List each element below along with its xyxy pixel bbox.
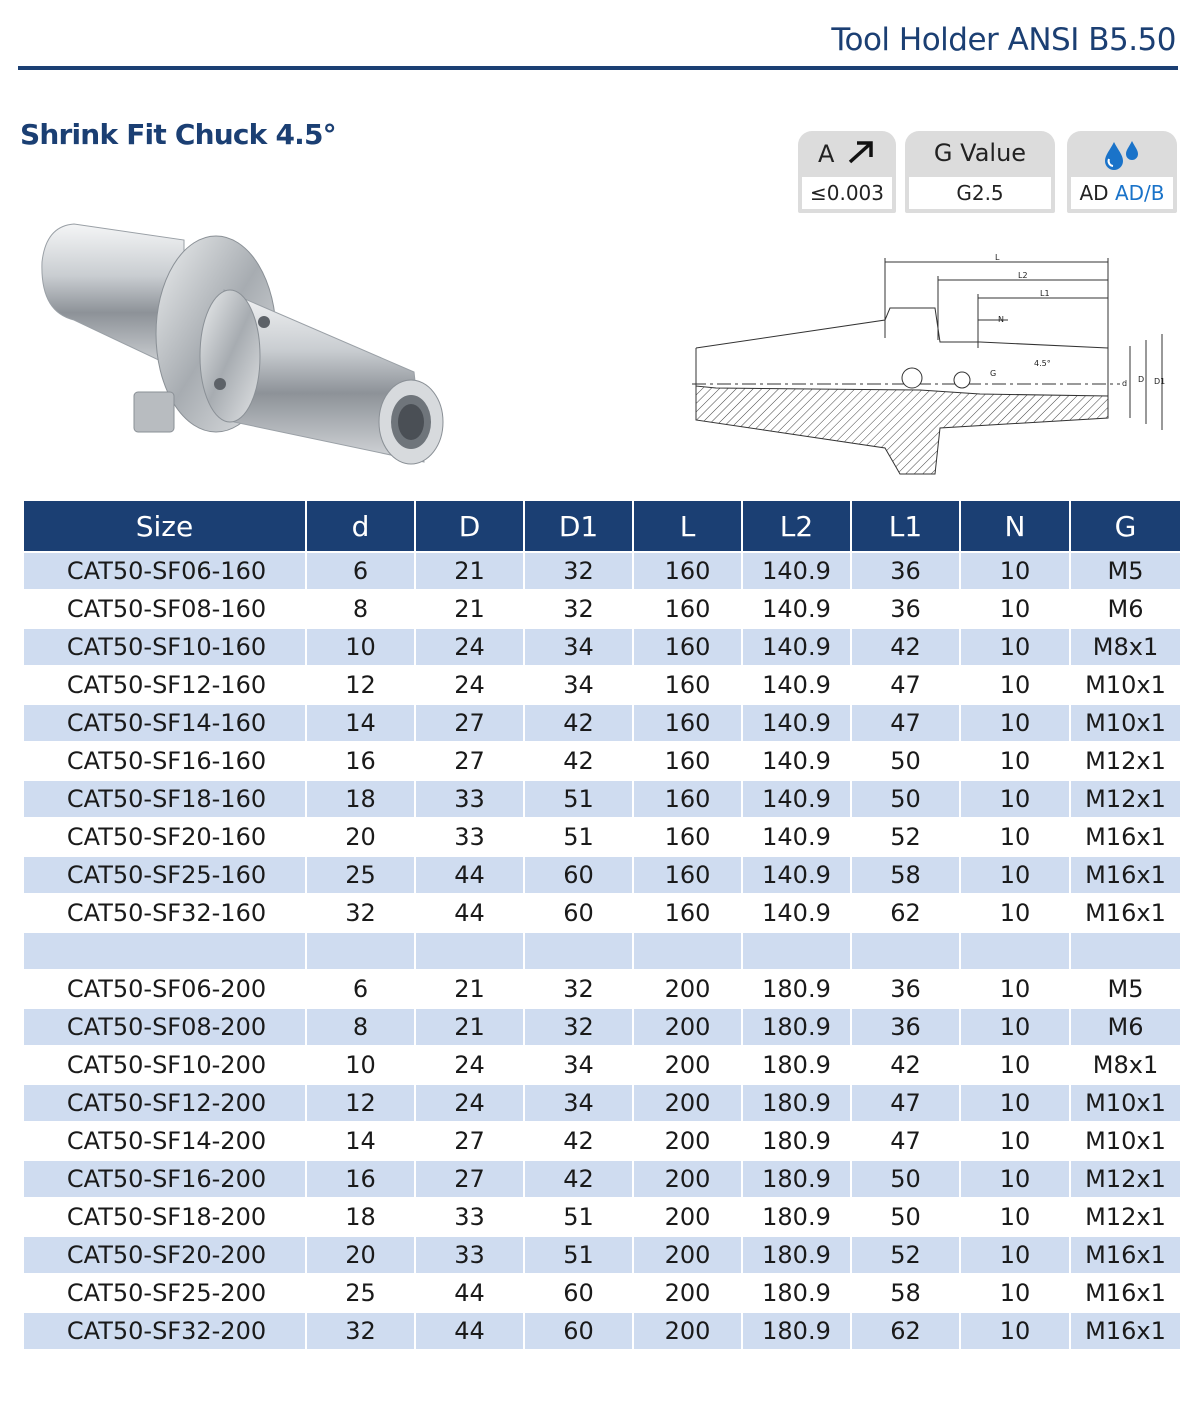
col-header-L1: L1 xyxy=(851,501,960,552)
cell-G: M16x1 xyxy=(1070,1274,1180,1312)
cell-D1: 34 xyxy=(524,1084,633,1122)
dim-label-G: G xyxy=(990,369,997,378)
cell-G: M8x1 xyxy=(1070,628,1180,666)
cell-D: 27 xyxy=(415,1160,524,1198)
cell-D1: 51 xyxy=(524,818,633,856)
cell-L1: 50 xyxy=(851,780,960,818)
cell-G: M16x1 xyxy=(1070,1312,1180,1349)
dim-label-L: L xyxy=(995,253,1000,262)
cell-D1: 32 xyxy=(524,552,633,590)
cell-G: M16x1 xyxy=(1070,818,1180,856)
col-header-size: Size xyxy=(24,501,306,552)
cell-L: 200 xyxy=(633,1160,742,1198)
cell-G: M16x1 xyxy=(1070,856,1180,894)
cell-G: M16x1 xyxy=(1070,1236,1180,1274)
cell-d: 14 xyxy=(306,1122,415,1160)
cell-d: 8 xyxy=(306,1008,415,1046)
cell-G: M16x1 xyxy=(1070,894,1180,932)
table-row xyxy=(24,970,1180,1008)
cell-G: M12x1 xyxy=(1070,780,1180,818)
cell-D1: 60 xyxy=(524,856,633,894)
cell-N: 10 xyxy=(960,894,1070,932)
cell-N: 10 xyxy=(960,818,1070,856)
cell-L2: 140.9 xyxy=(742,666,851,704)
cell-L: 200 xyxy=(633,1198,742,1236)
cell-L2: 180.9 xyxy=(742,970,851,1008)
coolant-badge xyxy=(1067,131,1177,213)
table-row xyxy=(24,1274,1180,1312)
cell-size: CAT50-SF14-200 xyxy=(24,1122,306,1160)
cell-D: 21 xyxy=(415,1008,524,1046)
cell-N: 10 xyxy=(960,590,1070,628)
cell-d: 12 xyxy=(306,666,415,704)
col-header-G: G xyxy=(1070,501,1180,552)
dim-label-L2: L2 xyxy=(1018,271,1028,280)
cell-L: 200 xyxy=(633,1084,742,1122)
separator-cell xyxy=(633,932,742,970)
technical-drawing xyxy=(690,248,1180,480)
cell-d: 14 xyxy=(306,704,415,742)
cell-L1: 62 xyxy=(851,1312,960,1349)
cell-N: 10 xyxy=(960,1008,1070,1046)
cell-D: 33 xyxy=(415,1198,524,1236)
cell-d: 25 xyxy=(306,1274,415,1312)
table-row xyxy=(24,1122,1180,1160)
col-header-N: N xyxy=(960,501,1070,552)
cell-N: 10 xyxy=(960,1236,1070,1274)
accuracy-badge-header xyxy=(798,139,896,173)
header-divider xyxy=(18,66,1178,70)
coolant-ad: AD xyxy=(1079,181,1109,205)
cell-size: CAT50-SF32-200 xyxy=(24,1312,306,1349)
col-header-d: d xyxy=(306,501,415,552)
cell-N: 10 xyxy=(960,1312,1070,1349)
table-row xyxy=(24,1236,1180,1274)
cell-N: 10 xyxy=(960,1198,1070,1236)
cell-G: M5 xyxy=(1070,970,1180,1008)
cell-D1: 32 xyxy=(524,1008,633,1046)
cell-L1: 47 xyxy=(851,1122,960,1160)
accuracy-value: ≤0.003 xyxy=(802,177,892,209)
table-row xyxy=(24,742,1180,780)
cell-D1: 51 xyxy=(524,1236,633,1274)
separator-cell xyxy=(306,932,415,970)
cell-size: CAT50-SF20-160 xyxy=(24,818,306,856)
balance-value: G2.5 xyxy=(909,177,1051,209)
cell-L: 200 xyxy=(633,1312,742,1349)
cell-size: CAT50-SF32-160 xyxy=(24,894,306,932)
cell-size: CAT50-SF08-160 xyxy=(24,590,306,628)
cell-D: 21 xyxy=(415,552,524,590)
cell-G: M12x1 xyxy=(1070,1160,1180,1198)
table-row xyxy=(24,1198,1180,1236)
separator-cell xyxy=(24,932,306,970)
table-row xyxy=(24,1008,1180,1046)
cell-G: M8x1 xyxy=(1070,1046,1180,1084)
cell-L2: 140.9 xyxy=(742,628,851,666)
cell-size: CAT50-SF25-160 xyxy=(24,856,306,894)
cell-L2: 180.9 xyxy=(742,1046,851,1084)
cell-D: 27 xyxy=(415,1122,524,1160)
cell-N: 10 xyxy=(960,742,1070,780)
cell-G: M6 xyxy=(1070,1008,1180,1046)
cell-D: 24 xyxy=(415,666,524,704)
cell-L2: 140.9 xyxy=(742,704,851,742)
cell-L: 160 xyxy=(633,590,742,628)
col-header-L: L xyxy=(633,501,742,552)
table-row xyxy=(24,780,1180,818)
cell-D: 21 xyxy=(415,970,524,1008)
cell-N: 10 xyxy=(960,1160,1070,1198)
cell-L2: 180.9 xyxy=(742,1160,851,1198)
cell-L1: 52 xyxy=(851,1236,960,1274)
table-header-row xyxy=(24,501,1180,552)
table-row xyxy=(24,1160,1180,1198)
cell-L: 160 xyxy=(633,818,742,856)
cell-L1: 36 xyxy=(851,552,960,590)
cell-D: 27 xyxy=(415,742,524,780)
cell-size: CAT50-SF06-160 xyxy=(24,552,306,590)
cell-N: 10 xyxy=(960,856,1070,894)
page-title: Tool Holder ANSI B5.50 xyxy=(831,22,1176,58)
table-row xyxy=(24,552,1180,590)
cell-L1: 47 xyxy=(851,1084,960,1122)
balance-badge xyxy=(905,131,1055,213)
table-row xyxy=(24,704,1180,742)
table-row xyxy=(24,818,1180,856)
cell-L2: 140.9 xyxy=(742,818,851,856)
product-photo xyxy=(34,222,454,484)
coolant-drops-icon xyxy=(1100,139,1144,171)
cell-d: 18 xyxy=(306,780,415,818)
cell-L: 160 xyxy=(633,856,742,894)
cell-L2: 140.9 xyxy=(742,856,851,894)
cell-d: 10 xyxy=(306,628,415,666)
cell-d: 16 xyxy=(306,742,415,780)
separator-cell xyxy=(524,932,633,970)
cell-L2: 180.9 xyxy=(742,1274,851,1312)
cell-size: CAT50-SF14-160 xyxy=(24,704,306,742)
cell-D: 44 xyxy=(415,1312,524,1349)
cell-D: 24 xyxy=(415,628,524,666)
cell-L2: 180.9 xyxy=(742,1312,851,1349)
cell-L2: 180.9 xyxy=(742,1236,851,1274)
dim-label-D1: D1 xyxy=(1154,377,1166,386)
cell-L2: 140.9 xyxy=(742,590,851,628)
cell-d: 32 xyxy=(306,894,415,932)
cell-d: 20 xyxy=(306,818,415,856)
dim-label-N: N xyxy=(998,315,1004,324)
cell-L1: 62 xyxy=(851,894,960,932)
cell-size: CAT50-SF10-160 xyxy=(24,628,306,666)
cell-G: M10x1 xyxy=(1070,666,1180,704)
cell-L1: 36 xyxy=(851,590,960,628)
cell-L: 160 xyxy=(633,780,742,818)
cell-L1: 42 xyxy=(851,1046,960,1084)
spec-table xyxy=(24,501,1180,1349)
cell-N: 10 xyxy=(960,1046,1070,1084)
separator-cell xyxy=(851,932,960,970)
cell-L1: 50 xyxy=(851,1160,960,1198)
cell-L: 200 xyxy=(633,970,742,1008)
cell-L1: 36 xyxy=(851,970,960,1008)
cell-G: M12x1 xyxy=(1070,1198,1180,1236)
cell-size: CAT50-SF20-200 xyxy=(24,1236,306,1274)
cell-D1: 42 xyxy=(524,742,633,780)
table-row xyxy=(24,666,1180,704)
cell-size: CAT50-SF06-200 xyxy=(24,970,306,1008)
cell-D: 21 xyxy=(415,590,524,628)
cell-D: 44 xyxy=(415,894,524,932)
cell-D1: 60 xyxy=(524,894,633,932)
cell-G: M10x1 xyxy=(1070,704,1180,742)
cell-D: 33 xyxy=(415,818,524,856)
cell-N: 10 xyxy=(960,1084,1070,1122)
cell-d: 8 xyxy=(306,590,415,628)
balance-label: G Value xyxy=(933,139,1027,167)
cell-D1: 32 xyxy=(524,970,633,1008)
cell-d: 12 xyxy=(306,1084,415,1122)
cell-d: 25 xyxy=(306,856,415,894)
cell-L1: 47 xyxy=(851,704,960,742)
dim-label-L1: L1 xyxy=(1040,289,1050,298)
cell-d: 6 xyxy=(306,970,415,1008)
cell-L: 160 xyxy=(633,552,742,590)
cell-D1: 42 xyxy=(524,1160,633,1198)
cell-N: 10 xyxy=(960,1122,1070,1160)
cell-L2: 180.9 xyxy=(742,1198,851,1236)
col-header-L2: L2 xyxy=(742,501,851,552)
cell-L1: 50 xyxy=(851,742,960,780)
cell-size: CAT50-SF12-160 xyxy=(24,666,306,704)
cell-D1: 60 xyxy=(524,1274,633,1312)
cell-G: M6 xyxy=(1070,590,1180,628)
cell-size: CAT50-SF08-200 xyxy=(24,1008,306,1046)
coolant-badge-header xyxy=(1067,139,1177,173)
cell-N: 10 xyxy=(960,552,1070,590)
section-title: Shrink Fit Chuck 4.5° xyxy=(20,118,336,151)
accuracy-badge xyxy=(798,131,896,213)
cell-L1: 58 xyxy=(851,856,960,894)
table-row xyxy=(24,1046,1180,1084)
cell-size: CAT50-SF10-200 xyxy=(24,1046,306,1084)
cell-D1: 51 xyxy=(524,780,633,818)
cell-d: 18 xyxy=(306,1198,415,1236)
cell-size: CAT50-SF18-160 xyxy=(24,780,306,818)
col-header-D1: D1 xyxy=(524,501,633,552)
cell-L2: 140.9 xyxy=(742,552,851,590)
cell-N: 10 xyxy=(960,970,1070,1008)
cell-D1: 42 xyxy=(524,1122,633,1160)
cell-L: 200 xyxy=(633,1274,742,1312)
cell-d: 16 xyxy=(306,1160,415,1198)
cell-size: CAT50-SF16-200 xyxy=(24,1160,306,1198)
cell-size: CAT50-SF16-160 xyxy=(24,742,306,780)
cell-N: 10 xyxy=(960,666,1070,704)
cell-D: 27 xyxy=(415,704,524,742)
cell-L2: 180.9 xyxy=(742,1084,851,1122)
cell-D: 24 xyxy=(415,1084,524,1122)
dim-label-angle: 4.5° xyxy=(1034,359,1051,368)
cell-d: 32 xyxy=(306,1312,415,1349)
dim-label-D: D xyxy=(1138,375,1145,384)
cell-D1: 34 xyxy=(524,1046,633,1084)
cell-G: M10x1 xyxy=(1070,1084,1180,1122)
cell-N: 10 xyxy=(960,704,1070,742)
cell-N: 10 xyxy=(960,1274,1070,1312)
cell-L: 160 xyxy=(633,742,742,780)
table-row xyxy=(24,590,1180,628)
cell-D: 44 xyxy=(415,1274,524,1312)
cell-d: 20 xyxy=(306,1236,415,1274)
table-row xyxy=(24,1084,1180,1122)
separator-cell xyxy=(742,932,851,970)
separator-cell xyxy=(1070,932,1180,970)
runout-arrow-icon xyxy=(846,139,876,165)
cell-L: 160 xyxy=(633,628,742,666)
cell-D1: 34 xyxy=(524,666,633,704)
cell-D: 24 xyxy=(415,1046,524,1084)
col-header-D: D xyxy=(415,501,524,552)
cell-L: 160 xyxy=(633,704,742,742)
cell-size: CAT50-SF18-200 xyxy=(24,1198,306,1236)
cell-L2: 140.9 xyxy=(742,894,851,932)
cell-L2: 180.9 xyxy=(742,1122,851,1160)
cell-D1: 32 xyxy=(524,590,633,628)
cell-L1: 47 xyxy=(851,666,960,704)
cell-size: CAT50-SF12-200 xyxy=(24,1084,306,1122)
coolant-value xyxy=(1071,177,1173,209)
cell-G: M12x1 xyxy=(1070,742,1180,780)
cell-L1: 42 xyxy=(851,628,960,666)
cell-N: 10 xyxy=(960,780,1070,818)
coolant-adb: AD/B xyxy=(1114,181,1165,205)
cell-G: M10x1 xyxy=(1070,1122,1180,1160)
cell-D: 44 xyxy=(415,856,524,894)
cell-size: CAT50-SF25-200 xyxy=(24,1274,306,1312)
dim-label-d: d xyxy=(1122,379,1128,388)
cell-D1: 34 xyxy=(524,628,633,666)
cell-D1: 60 xyxy=(524,1312,633,1349)
cell-L2: 140.9 xyxy=(742,780,851,818)
table-row xyxy=(24,628,1180,666)
cell-L: 200 xyxy=(633,1046,742,1084)
table-body xyxy=(24,552,1180,1349)
cell-L2: 140.9 xyxy=(742,742,851,780)
cell-L: 200 xyxy=(633,1236,742,1274)
group-separator-row xyxy=(24,932,1180,970)
cell-G: M5 xyxy=(1070,552,1180,590)
separator-cell xyxy=(415,932,524,970)
table-row xyxy=(24,1312,1180,1349)
table-row xyxy=(24,894,1180,932)
cell-L1: 50 xyxy=(851,1198,960,1236)
cell-d: 6 xyxy=(306,552,415,590)
cell-D1: 51 xyxy=(524,1198,633,1236)
cell-d: 10 xyxy=(306,1046,415,1084)
cell-L1: 58 xyxy=(851,1274,960,1312)
cell-D1: 42 xyxy=(524,704,633,742)
cell-D: 33 xyxy=(415,1236,524,1274)
cell-L: 200 xyxy=(633,1008,742,1046)
cell-L2: 180.9 xyxy=(742,1008,851,1046)
cell-D: 33 xyxy=(415,780,524,818)
cell-L1: 36 xyxy=(851,1008,960,1046)
table-row xyxy=(24,856,1180,894)
cell-L1: 52 xyxy=(851,818,960,856)
separator-cell xyxy=(960,932,1070,970)
cell-L: 200 xyxy=(633,1122,742,1160)
cell-L: 160 xyxy=(633,894,742,932)
cell-L: 160 xyxy=(633,666,742,704)
cell-N: 10 xyxy=(960,628,1070,666)
accuracy-label: A xyxy=(817,140,835,168)
